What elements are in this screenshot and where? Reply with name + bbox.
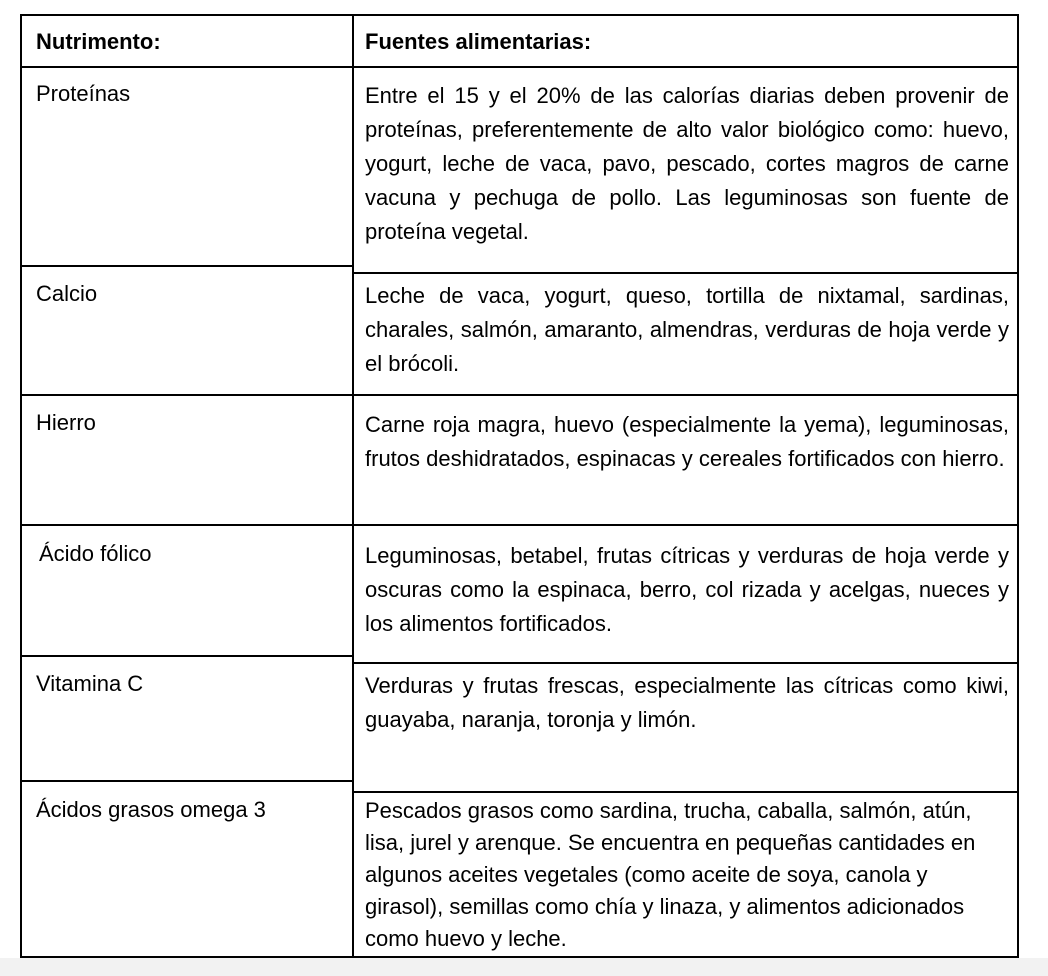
right-row-divider [352,791,1019,793]
right-row-divider [352,66,1019,68]
table-right-border [1017,14,1019,958]
nutrient-cell: Hierro [36,410,96,435]
table-column-divider [352,14,354,958]
nutrient-cell: Vitamina C [36,671,144,696]
right-row-divider [352,394,1019,396]
right-row-divider [352,524,1019,526]
left-row-divider [20,265,353,267]
sources-cell: Pescados grasos como sardina, trucha, caballa, salmón, atún, lisa, jurel y arenque. Se encuentra en pequeñas cantidades en algunos aceites vegetales (como aceite de soya, canola y girasol), semillas como chía y linaza, y alimentos adicionados como huevo y leche. [365,798,976,951]
left-row-divider [20,524,353,526]
right-row-divider [352,272,1019,274]
table-bottom-border-left [20,956,353,958]
nutrient-cell: Ácido fólico [39,541,152,566]
left-row-divider [20,780,353,782]
table-bottom-border-right [352,956,1019,958]
sources-cell: Verduras y frutas frescas, especialmente las cítricas como kiwi, guayaba, naranja, toronja y limón. [365,673,1009,732]
nutrient-cell: Calcio [36,281,98,306]
left-row-divider [20,394,353,396]
nutrient-cell: Proteínas [36,81,131,106]
sources-cell: Leche de vaca, yogurt, queso, tortilla de nixtamal, sardinas, charales, salmón, amaranto, almendras, verduras de hoja verde y el brócoli. [365,283,1009,376]
sources-cell: Leguminosas, betabel, frutas cítricas y verduras de hoja verde y oscuras como la espinaca, berro, col rizada y acelgas, nueces y los alimentos fortificados. [365,543,1009,636]
header-sources: Fuentes alimentarias: [365,29,592,54]
left-row-divider [20,655,353,657]
sources-cell: Entre el 15 y el 20% de las calorías diarias deben provenir de proteínas, preferentemente de alto valor biológico como: huevo, yogurt, leche de vaca, pavo, pescado, cortes magros de carne vacuna y pechuga de pollo. Las leguminosas son fuente de proteína vegetal. [365,83,1009,244]
left-row-divider [20,66,353,68]
nutrient-cell: Ácidos grasos omega 3 [36,797,266,822]
table-left-border [20,14,22,958]
sources-cell: Carne roja magra, huevo (especialmente la yema), leguminosas, frutos deshidratados, espinacas y cereales fortificados con hierro. [365,412,1009,471]
right-row-divider [352,662,1019,664]
table-top-border [20,14,1019,16]
header-nutrient: Nutrimento: [36,29,161,54]
